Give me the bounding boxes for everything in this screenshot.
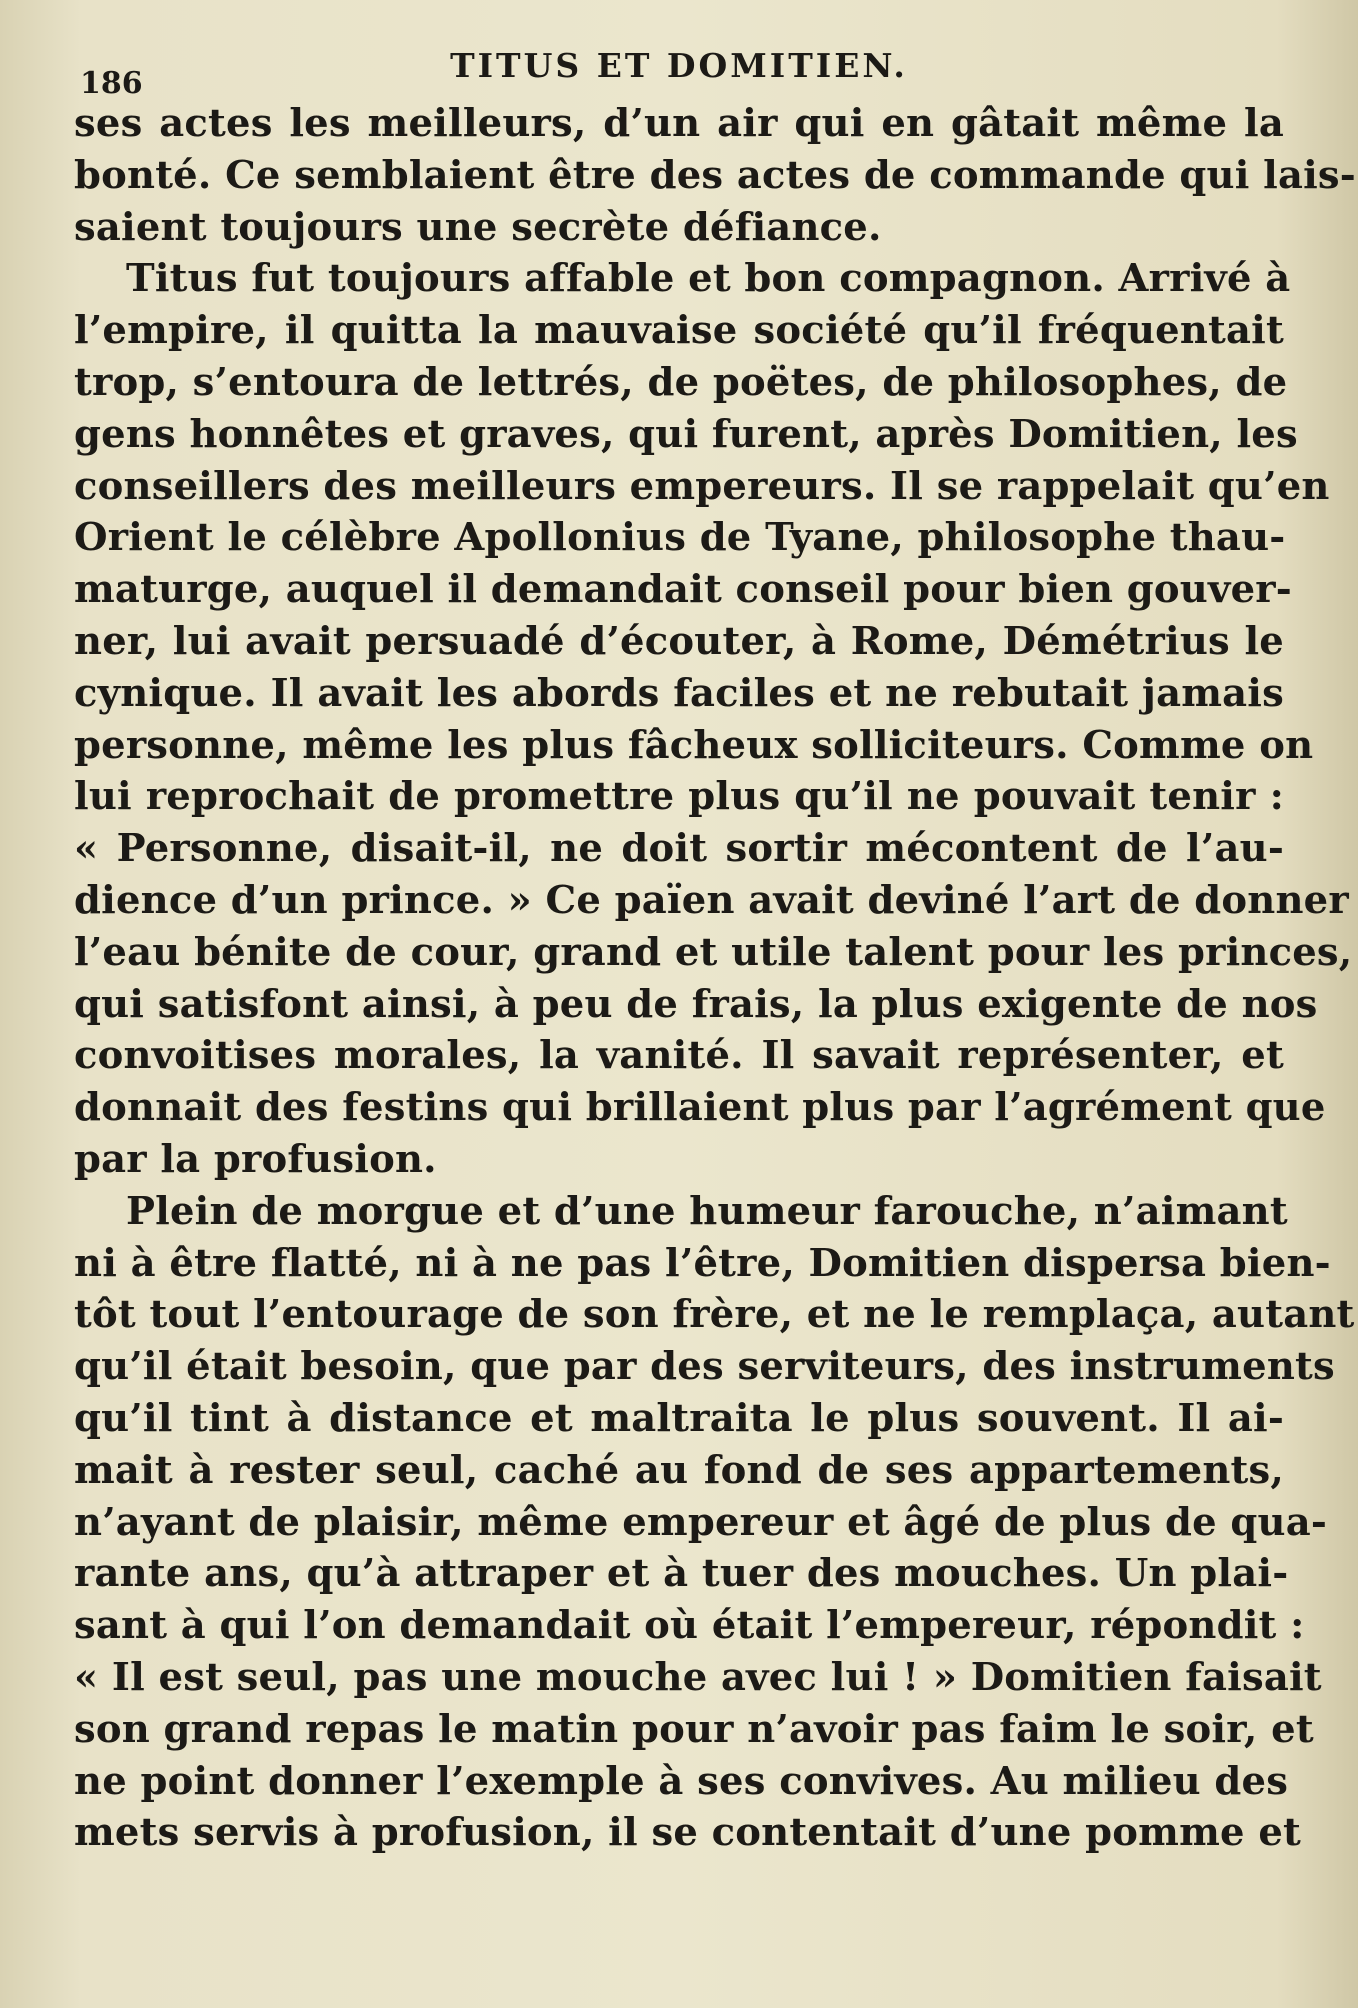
text-line: qu’il était besoin, que par des serviteurs, des instruments — [74, 1344, 1335, 1390]
text-line: Orient le célèbre Apollonius de Tyane, philosophe thau- — [74, 515, 1286, 561]
text-line: rante ans, qu’à attraper et à tuer des mouches. Un plai- — [74, 1551, 1289, 1597]
text-line: donnait des festins qui brillaient plus par l’agrément que — [74, 1085, 1326, 1131]
text-line: mait à rester seul, caché au fond de ses appartements, — [74, 1447, 1284, 1493]
text-line: ni à être flatté, ni à ne pas l’être, Domitien dispersa bien- — [74, 1240, 1331, 1286]
text-line: personne, même les plus fâcheux solliciteurs. Comme on — [74, 722, 1314, 768]
text-line: ner, lui avait persuadé d’écouter, à Rome, Démétrius le — [74, 618, 1284, 664]
text-line: sant à qui l’on demandait où était l’empereur, répondit : — [74, 1603, 1305, 1649]
text-line: cynique. Il avait les abords faciles et ne rebutait jamais — [74, 670, 1284, 716]
text-line: trop, s’entoura de lettrés, de poëtes, de philosophes, de — [74, 359, 1288, 405]
body-text — [74, 98, 1356, 1859]
text-line: son grand repas le matin pour n’avoir pas faim le soir, et — [74, 1706, 1314, 1752]
text-line: Plein de morgue et d’une humeur farouche, n’aimant — [126, 1188, 1288, 1234]
text-line: n’ayant de plaisir, même empereur et âgé de plus de qua- — [74, 1499, 1328, 1545]
text-line: Titus fut toujours affable et bon compagnon. Arrivé à — [126, 256, 1291, 302]
text-line: conseillers des meilleurs empereurs. Il se rappelait qu’en — [74, 463, 1330, 509]
text-line: tôt tout l’entourage de son frère, et ne le remplaça, autant — [74, 1292, 1355, 1338]
text-line: gens honnêtes et graves, qui furent, après Domitien, les — [74, 411, 1298, 457]
text-line: « Personne, disait-il, ne doit sortir mécontent de l’au- — [74, 826, 1284, 872]
running-title: TITUS ET DOMITIEN. — [450, 46, 908, 85]
text-line: l’eau bénite de cour, grand et utile talent pour les princes, — [74, 929, 1353, 975]
text-line: dience d’un prince. » Ce païen avait deviné l’art de donner — [74, 877, 1349, 923]
page-number: 186 — [80, 66, 143, 101]
text-line: lui reprochait de promettre plus qu’il ne pouvait tenir : — [74, 774, 1284, 820]
page-header — [0, 38, 1358, 101]
text-line: bonté. Ce semblaient être des actes de commande qui lais- — [74, 152, 1356, 198]
text-line: convoitises morales, la vanité. Il savait représenter, et — [74, 1033, 1284, 1079]
text-line: par la profusion. — [74, 1136, 437, 1182]
text-line: saient toujours une secrète défiance. — [74, 204, 882, 250]
text-line: ses actes les meilleurs, d’un air qui en gâtait même la — [74, 101, 1284, 146]
text-line: maturge, auquel il demandait conseil pour bien gouver- — [74, 567, 1292, 613]
text-line: l’empire, il quitta la mauvaise société qu’il fréquentait — [74, 308, 1284, 354]
text-line: ne point donner l’exemple à ses convives. Au milieu des — [74, 1758, 1289, 1804]
text-line: qu’il tint à distance et maltraita le plus souvent. Il ai- — [74, 1395, 1284, 1441]
text-line: qui satisfont ainsi, à peu de frais, la plus exigente de nos — [74, 981, 1318, 1027]
text-line: « Il est seul, pas une mouche avec lui ! » Domitien faisait — [74, 1654, 1322, 1700]
text-line: mets servis à profusion, il se contentait d’une pomme et — [74, 1810, 1301, 1856]
